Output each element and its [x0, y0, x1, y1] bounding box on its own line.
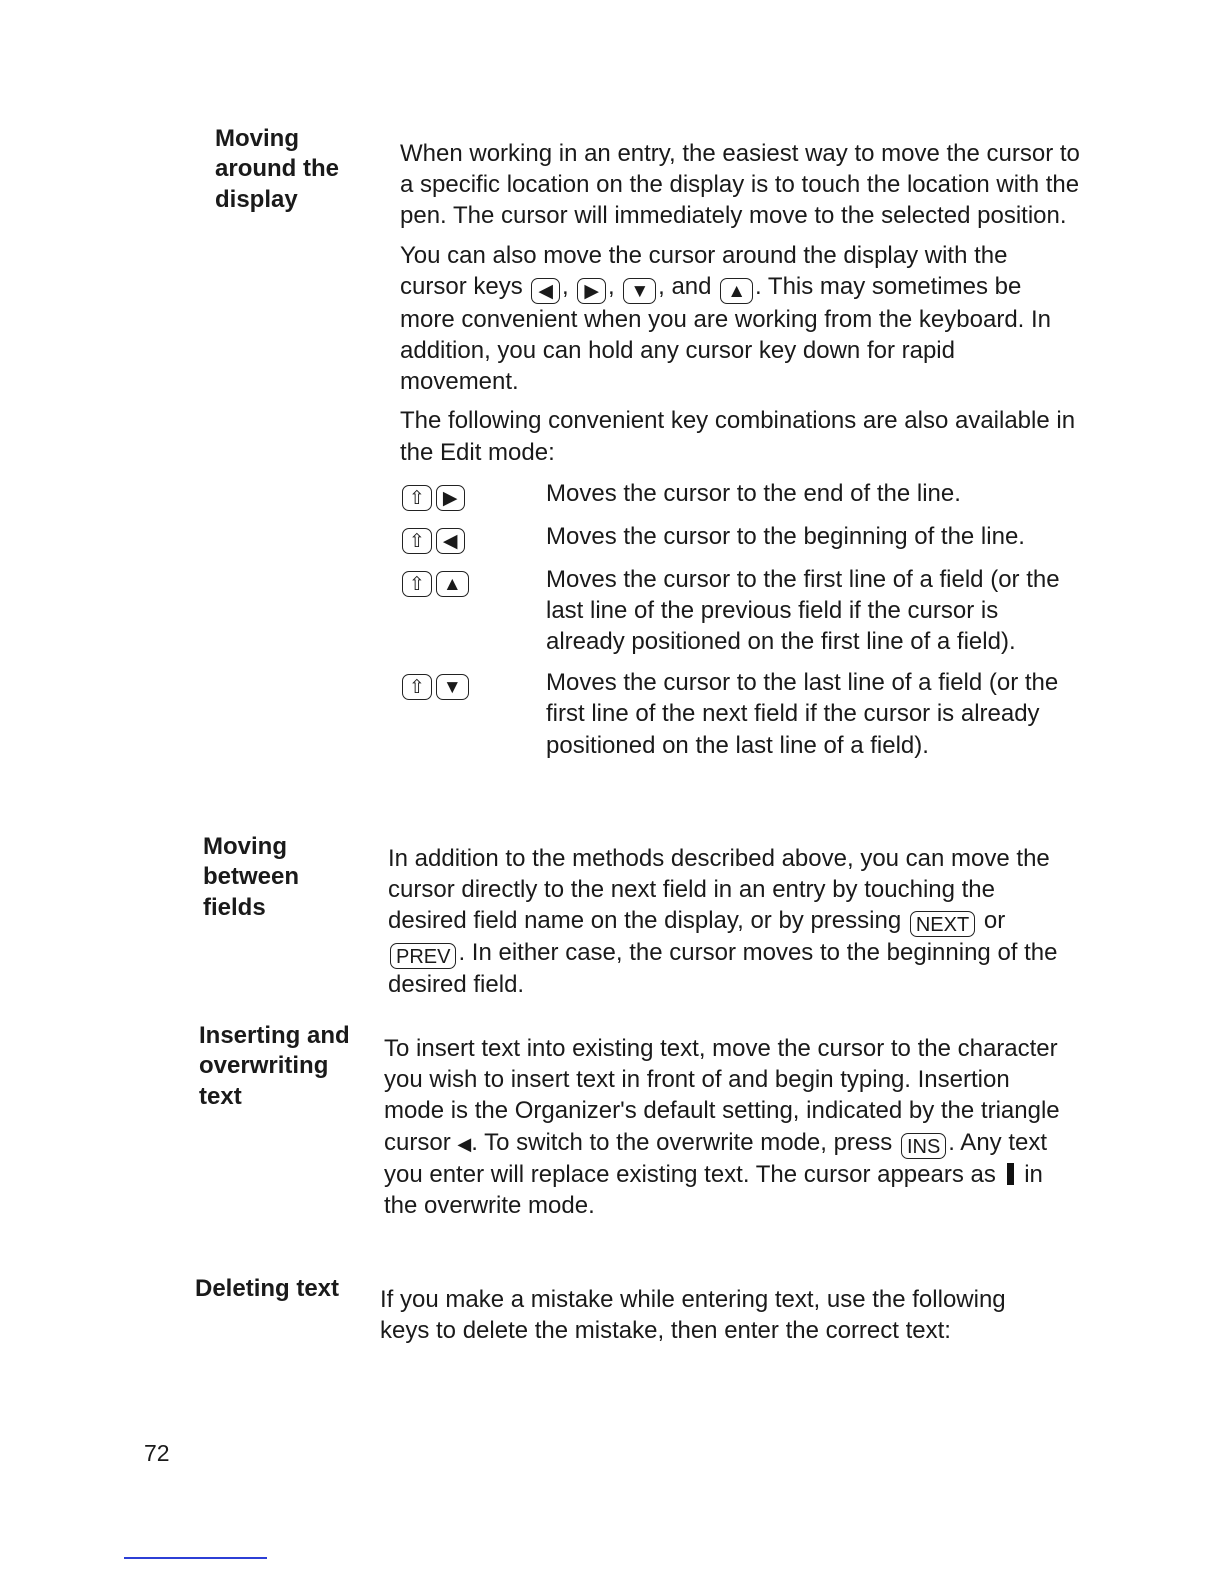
- paragraph: You can also move the cursor around the display with the cursor keys ◀ , ▶ , ▼ , and ▲ . This may sometimes be more convenient when you are working from the keyboard. In addition, you can hold any cursor key down for rapid movement.: [400, 241, 1052, 396]
- text: . To switch to the overwrite mode, press: [471, 1128, 893, 1156]
- heading-line: fields: [203, 893, 266, 921]
- shift-key-icon: ⇧: [402, 674, 432, 700]
- text: in the overwrite mode.: [384, 1160, 1043, 1219]
- section-body: [400, 138, 1080, 761]
- bottom-rule: [124, 1557, 267, 1559]
- right-arrow-key-icon: ▶: [577, 278, 606, 304]
- left-arrow-key-icon: ◀: [531, 278, 560, 304]
- text: In addition to the methods described above, you can move the cursor directly to the next field in an entry by touching the desired field name on the display, or by pressing: [388, 845, 1050, 935]
- down-arrow-key-icon: ▼: [623, 278, 656, 304]
- triangle-cursor-icon: ◀: [457, 1133, 472, 1154]
- paragraph: If you make a mistake while entering text, use the following keys to delete the mistake, then enter the correct text:: [380, 1286, 1006, 1345]
- heading-line: Deleting text: [195, 1275, 340, 1302]
- combo-description: Moves the cursor to the first line of a field (or the last line of the previous field if the cursor is already positioned on the first line of a field).: [546, 565, 1060, 656]
- block-cursor-icon: [1007, 1163, 1014, 1185]
- heading-line: Inserting and: [199, 1022, 350, 1049]
- section-heading: [203, 832, 378, 923]
- down-arrow-key-icon: ▼: [436, 674, 469, 700]
- heading-line: around the: [215, 155, 339, 183]
- key-combo-row: [400, 564, 1080, 658]
- text: or: [983, 907, 1006, 935]
- heading-line: display: [215, 185, 298, 213]
- text: , and: [658, 272, 712, 300]
- section-heading: [199, 1021, 374, 1112]
- heading-line: Moving: [215, 125, 299, 152]
- combo-description: Moves the cursor to the last line of a field (or the first line of the next field if the cursor is already positioned on the last line of a field).: [546, 669, 1059, 759]
- text: . In either case, the cursor moves to the beginning of the desired field.: [388, 939, 1058, 999]
- shift-key-icon: ⇧: [402, 571, 432, 597]
- section-body: [388, 843, 1068, 1009]
- paragraph: When working in an entry, the easiest way to move the cursor to a specific location on the display is to touch the location with the pen. The cursor will immediately move to the selected position.: [400, 140, 1080, 230]
- section-heading: [215, 124, 390, 215]
- shift-key-icon: ⇧: [402, 528, 432, 554]
- up-arrow-key-icon: ▲: [436, 571, 469, 597]
- up-arrow-key-icon: ▲: [720, 278, 753, 304]
- key-combo-row: [400, 667, 1080, 761]
- section-body: [380, 1284, 1060, 1354]
- text: You can also move the cursor around the display with the cursor keys: [400, 241, 1008, 300]
- text: . Any text you enter will replace existing text. The cursor appears as: [384, 1128, 1048, 1188]
- text: To insert text into existing text, move the cursor to the character you wish to insert text in front of and begin typing. Insertion mode is the Organizer's default setting, indicated by the triangle cursor: [384, 1035, 1060, 1156]
- heading-line: text: [199, 1082, 242, 1110]
- left-arrow-key-icon: ◀: [436, 528, 465, 554]
- shift-key-icon: ⇧: [402, 485, 432, 511]
- combo-description: Moves the cursor to the end of the line.: [546, 479, 961, 507]
- section-heading: [195, 1274, 370, 1304]
- paragraph: The following convenient key combinations are also available in the Edit mode:: [400, 407, 1076, 466]
- next-key-icon: NEXT: [910, 911, 975, 937]
- prev-key-icon: PREV: [390, 943, 456, 969]
- page-number: 72: [144, 1440, 170, 1466]
- heading-line: overwriting: [199, 1052, 329, 1080]
- text: . This may sometimes be more convenient when you are working from the keyboard. In addition, you can hold any cursor key down for rapid movement.: [400, 272, 1052, 396]
- ins-key-icon: INS: [901, 1133, 946, 1159]
- combo-description: Moves the cursor to the beginning of the line.: [546, 522, 1025, 550]
- key-combo-row: [400, 521, 1080, 554]
- paragraph: [388, 843, 1068, 1001]
- section-body: [384, 1033, 1064, 1229]
- right-arrow-key-icon: ▶: [436, 485, 465, 511]
- paragraph: [384, 1033, 1064, 1221]
- heading-line: Moving: [203, 833, 287, 860]
- key-combo-row: [400, 478, 1080, 511]
- heading-line: between: [203, 863, 300, 891]
